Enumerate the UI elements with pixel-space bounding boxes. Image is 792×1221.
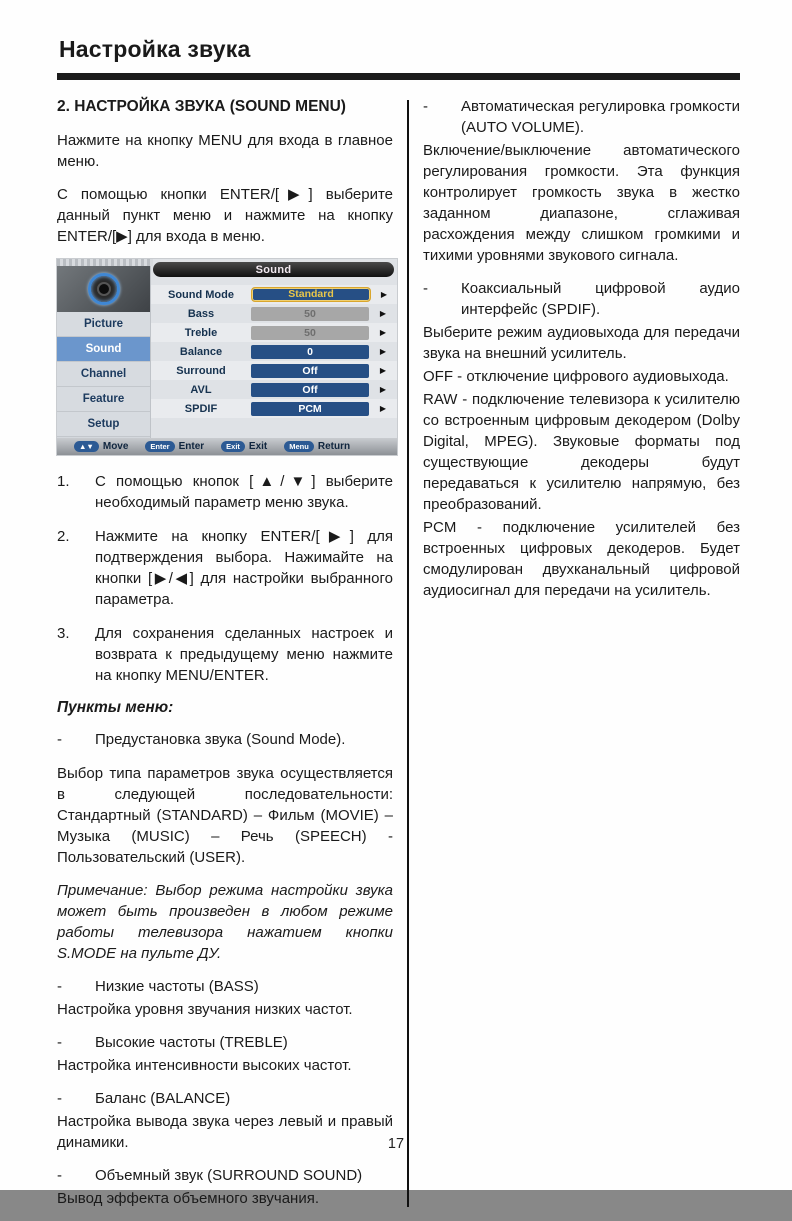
tv-osd-content — [151, 259, 397, 438]
note-paragraph: Примечание: Выбор режима настройки звука может быть произведен в любом режиме работы телевизора нажатием кнопки S.MODE на пульте ДУ. — [57, 882, 393, 962]
bullet-balance — [57, 1088, 393, 1109]
step-number: 2. — [57, 528, 70, 545]
speaker-icon — [88, 273, 120, 305]
paragraph-surround: Вывод эффекта объемного звучания. — [57, 1190, 320, 1207]
bullet-marker: - — [423, 280, 428, 297]
menu-items-heading: Пункты меню: — [57, 699, 174, 716]
tv-osd-body — [57, 259, 397, 438]
sidebar-item-channel: Channel — [57, 362, 150, 387]
paragraph-raw-mode: RAW - подключение телевизора к усилителю со встроенным цифровым декодером (Dolby Digital, MPEG). Звуковые форматы под существующие декодеры будут передаваться к усилителю напрямую, без преобразований. — [423, 391, 740, 513]
title-rule — [57, 73, 740, 80]
row-value: 0 — [251, 345, 369, 359]
row-label: AVL — [190, 383, 212, 396]
paragraph-treble: Настройка интенсивности высоких частот. — [57, 1057, 352, 1074]
screenshot-edge-stripes — [57, 259, 153, 266]
footer-hint-label: Enter — [178, 441, 205, 452]
tv-row-sound-mode — [151, 285, 397, 304]
page-number: 17 — [387, 1136, 405, 1152]
paragraph-sound-mode: Выбор типа параметров звука осуществляется в следующей последовательности: Стандартный (STANDARD) – Фильм (MOVIE) – Музыка (MUSIC) – Речь (SPEECH) - Пользовательский (USER). — [57, 765, 393, 866]
tv-row-avl — [151, 380, 397, 399]
tv-row-surround — [151, 361, 397, 380]
row-label: Sound Mode — [168, 288, 234, 301]
step-text: Нажмите на кнопку ENTER/[▶] для подтверждения выбора. Нажимайте на кнопки [▶/◀] для настройки выбранного параметра. — [95, 528, 393, 608]
bullet-text: Объемный звук (SURROUND SOUND) — [95, 1167, 363, 1184]
bullet-marker: - — [423, 98, 428, 115]
paragraph-menu-enter: Нажмите на кнопку MENU для входа в главное меню. — [57, 132, 393, 170]
tv-osd-footer — [57, 438, 397, 455]
row-label: Bass — [187, 307, 215, 320]
right-arrow-icon: ▶ — [380, 290, 388, 299]
right-arrow-icon: ▶ — [379, 328, 387, 337]
row-value: Standard — [251, 287, 371, 302]
bullet-auto-volume — [423, 96, 740, 138]
step-text: С помощью кнопок [▲/▼] выберите необходимый параметр меню звука. — [95, 473, 393, 511]
footer-hint-exit — [221, 441, 267, 452]
step-number: 1. — [57, 473, 70, 490]
step-number: 3. — [57, 625, 70, 642]
bullet-treble — [57, 1032, 393, 1053]
tv-osd-sidebar — [57, 265, 151, 438]
bullet-text: Автоматическая регулировка громкости (AUTO VOLUME). — [461, 98, 740, 136]
paragraph-auto-volume: Включение/выключение автоматического регулирования громкости. Эта функция контролирует громкость звука в жестко заданном диапазоне, сглаживая расхождения между слишком громкими и тихими уровнями звукового сигнала. — [423, 142, 740, 264]
bullet-marker: - — [57, 978, 62, 995]
row-value: PCM — [251, 402, 369, 416]
bullet-marker: - — [57, 1034, 62, 1051]
menu-key-icon: Menu — [284, 441, 314, 452]
two-column-layout — [57, 96, 740, 1221]
row-value: 50 — [251, 326, 369, 340]
row-label: Balance — [179, 345, 223, 358]
bullet-marker: - — [57, 1090, 62, 1107]
paragraph-spdif: Выберите режим аудиовыхода для передачи звука на внешний усилитель. — [423, 324, 740, 362]
bullet-marker: - — [57, 1167, 62, 1184]
tv-osd-title: Sound — [255, 263, 292, 276]
footer-hint-label: Return — [317, 441, 351, 452]
step-2 — [57, 526, 393, 610]
bullet-text: Высокие частоты (TREBLE) — [95, 1034, 288, 1051]
paragraph-pcm-mode: PCM - подключение усилителей без встроенных цифровых декодеров. Будет смодулирован двухканальный цифровой аудиосигнал для передачи на усилитель. — [423, 519, 740, 599]
enter-key-icon: Enter — [145, 441, 174, 452]
right-arrow-icon: ▶ — [379, 347, 387, 356]
bullet-marker: - — [57, 731, 62, 748]
footer-hint-label: Move — [102, 441, 129, 452]
right-arrow-icon: ▶ — [379, 309, 387, 318]
paragraph-bass: Настройка уровня звучания низких частот. — [57, 1001, 353, 1018]
paragraph-balance: Настройка вывода звука через левый и правый динамики. — [57, 1113, 393, 1151]
step-1 — [57, 471, 393, 513]
right-column — [409, 96, 740, 1221]
left-column — [57, 96, 393, 1221]
bullet-text: Предустановка звука (Sound Mode). — [95, 731, 346, 748]
right-arrow-icon: ▶ — [379, 385, 387, 394]
bullet-surround — [57, 1165, 393, 1186]
bullet-sound-mode — [57, 729, 393, 750]
right-arrow-icon: ▶ — [379, 404, 387, 413]
sidebar-item-picture: Picture — [57, 312, 150, 337]
row-value: 50 — [251, 307, 369, 321]
tv-osd-logo-box — [57, 265, 150, 312]
tv-row-spdif — [151, 399, 397, 418]
tv-row-balance — [151, 342, 397, 361]
step-text: Для сохранения сделанных настроек и возврата к предыдущему меню нажмите на кнопку MENU/ENTER. — [95, 625, 393, 684]
row-value: Off — [251, 364, 369, 378]
sidebar-item-sound: Sound — [57, 337, 150, 362]
footer-hint-enter — [145, 441, 204, 452]
tv-row-bass — [151, 304, 397, 323]
footer-hint-menu — [284, 441, 350, 452]
right-arrow-icon: ▶ — [379, 366, 387, 375]
tv-row-treble — [151, 323, 397, 342]
tv-osd-rows — [151, 285, 397, 438]
bullet-text: Низкие частоты (BASS) — [95, 978, 259, 995]
paragraph-off-mode: OFF - отключение цифрового аудиовыхода. — [423, 368, 729, 385]
row-label: SPDIF — [184, 402, 218, 415]
row-value: Off — [251, 383, 369, 397]
exit-key-icon: Exit — [221, 441, 245, 452]
row-label: Treble — [184, 326, 218, 339]
speaker-dot-icon — [97, 282, 111, 296]
up-down-keys-icon: ▲▼ — [74, 441, 99, 452]
tv-osd-screenshot — [57, 259, 397, 455]
footer-hint-label: Exit — [248, 441, 268, 452]
bullet-text: Коаксиальный цифровой аудио интерфейс (SPDIF). — [461, 280, 740, 318]
tv-osd-title-bar — [153, 262, 394, 277]
section-heading: 2. НАСТРОЙКА ЗВУКА (SOUND MENU) — [57, 98, 346, 115]
sidebar-item-setup: Setup — [57, 412, 150, 437]
page-title: Настройка звука — [59, 36, 251, 62]
sidebar-item-feature: Feature — [57, 387, 150, 412]
paragraph-enter-select: С помощью кнопки ENTER/[▶] выберите данный пункт меню и нажмите на кнопку ENTER/[▶] для входа в меню. — [57, 186, 393, 245]
bullet-bass — [57, 976, 393, 997]
row-label: Surround — [176, 364, 226, 377]
step-3 — [57, 623, 393, 686]
bullet-text: Баланс (BALANCE) — [95, 1090, 231, 1107]
bullet-spdif — [423, 278, 740, 320]
footer-hint-move — [74, 441, 128, 452]
